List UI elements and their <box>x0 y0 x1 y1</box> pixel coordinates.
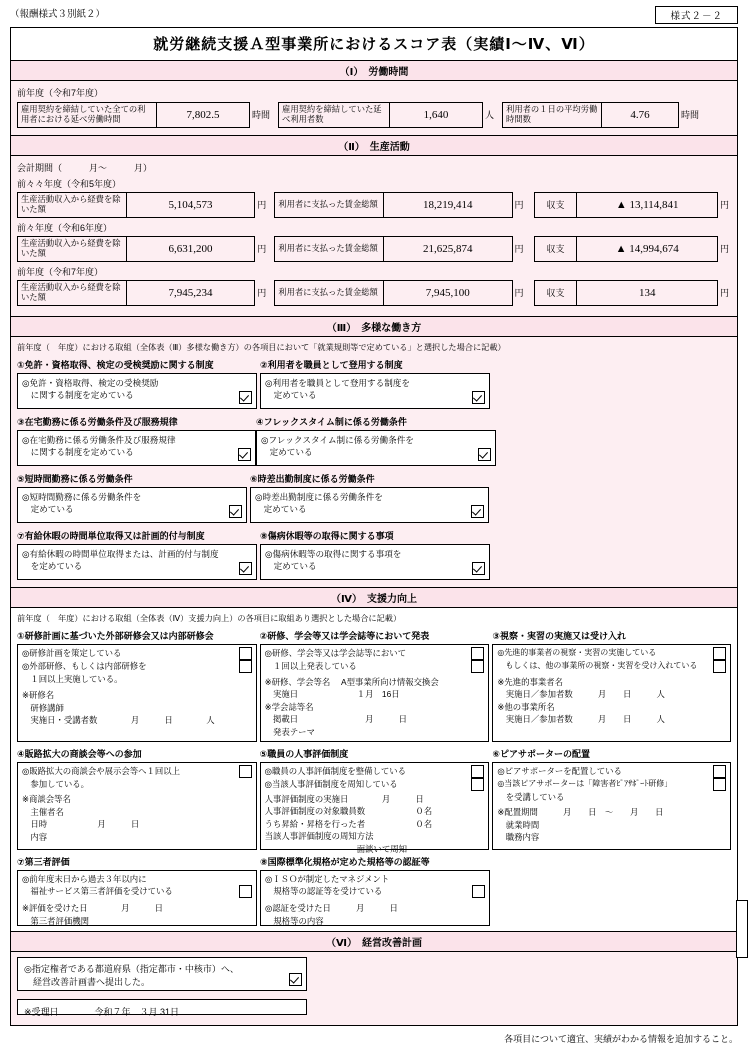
card-telework-rules <box>17 415 256 466</box>
section-2-body <box>10 156 738 317</box>
field-peer-hours[interactable]: 就業時間 <box>497 819 540 830</box>
card-line: ◎ＩＳＯが制定したマネジメント <box>265 873 390 884</box>
checkbox-trade-fair-1[interactable] <box>239 765 252 778</box>
cost-unit-2: 円 <box>257 288 267 299</box>
card-title: ②研修、学会等又は学会誌等において発表 <box>259 630 430 641</box>
users-count-total-value[interactable]: 1,640 <box>389 102 483 128</box>
card-title: ③在宅勤務に係る労働条件及び服務規律 <box>17 416 178 427</box>
card-line: ◎時差出勤制度に係る労働条件を <box>255 491 383 502</box>
checkbox-iso[interactable] <box>472 885 485 898</box>
accounting-period-label: 会計期間（ 月～ 月） <box>17 162 153 173</box>
card-line: ◎販路拡大の商談会や展示会等へ１回以上 <box>22 765 181 776</box>
avg-daily-hours-unit: 時間 <box>681 110 700 121</box>
footer-note: 各項目について適宜、実績がわかる情報を追加すること。 <box>504 1033 738 1044</box>
field-eval-notify-method[interactable]: 当該人事評価制度の周知方法 <box>264 831 374 842</box>
card-body[interactable] <box>260 644 490 742</box>
wage-unit-0: 円 <box>514 200 524 211</box>
card-title: ⑥時差出勤制度に係る労働条件 <box>250 473 375 484</box>
fiscal-year-block-0 <box>17 177 731 218</box>
cost-label-2: 生産活動収入から経費を除いた額 <box>17 280 126 306</box>
fiscal-year-label-1: 前々年度（令和6年度） <box>17 222 113 233</box>
card-body[interactable] <box>260 762 490 855</box>
field-fair-content[interactable]: 内容 <box>22 832 48 843</box>
field-fair-organizer[interactable]: 主催者名 <box>22 806 64 817</box>
card-line: ◎職員の人事評価制度を整備している <box>264 765 406 776</box>
field-iso-content[interactable]: 規格等の内容 <box>265 915 324 926</box>
card-title: ⑧国際標準化規格が定めた規格等の認証等 <box>260 856 430 867</box>
card-line: 定めている <box>22 504 74 515</box>
card-line: 経営改善計画書へ提出した。 <box>24 976 151 987</box>
field-training-date-count[interactable]: 実施日・受講者数 月 日 人 <box>22 715 215 726</box>
card-line: ◎在宅勤務に係る労働条件及び服務規律 <box>22 434 176 445</box>
field-conference-date[interactable]: 実施日 １月 16日 <box>264 689 400 700</box>
field-other-office-name[interactable]: ※他の事業所名 <box>497 701 555 712</box>
section-1-subtitle: 前年度（令和7年度） <box>17 88 104 98</box>
card-body[interactable] <box>260 544 490 580</box>
field-other-date-count[interactable]: 実施日／参加者数 月 日 人 <box>497 714 665 725</box>
card-line: を定めている <box>22 561 83 572</box>
card-line: ◎フレックスタイム制に係る労働条件を <box>261 434 414 445</box>
balance-value-1[interactable]: ▲ 14,994,674 <box>576 236 718 262</box>
card-line: 定めている <box>265 390 317 401</box>
section-2-bar: （Ⅱ） 生産活動 <box>10 136 738 156</box>
card-body[interactable] <box>260 870 490 926</box>
section-1-items <box>17 102 731 128</box>
field-eval-target-count[interactable]: 人事評価制度の対象職員数 ０名 <box>264 806 433 817</box>
improvement-plan-box[interactable] <box>17 957 307 991</box>
card-title: ①免許・資格取得、検定の受検奨励に関する制度 <box>17 359 214 370</box>
field-eval-agency[interactable]: 第三者評価機関 <box>22 915 89 926</box>
card-title: ⑦第三者評価 <box>17 856 70 867</box>
card-title: ⑦有給休暇の時間単位取得又は計画的付与制度 <box>17 530 205 541</box>
card-title: ②利用者を職員として登用する制度 <box>260 359 403 370</box>
card-line: ◎研修計画を策定している <box>22 647 122 658</box>
card-body[interactable] <box>17 870 257 926</box>
cost-value-1[interactable]: 6,631,200 <box>126 236 256 262</box>
section-3-body <box>10 337 738 588</box>
card-hourly-paid-leave <box>17 529 257 580</box>
checkbox-personnel-eval-2[interactable] <box>471 778 484 791</box>
card-body[interactable] <box>17 487 247 523</box>
fiscal-year-label-2: 前年度（令和7年度） <box>17 266 104 277</box>
card-line: ◎短時間勤務に係る労働条件を <box>22 491 142 502</box>
card-title: ⑤職員の人事評価制度 <box>259 748 349 759</box>
card-line: に関する制度を定めている <box>22 447 134 458</box>
field-eval-promoted-count[interactable]: うち昇給・昇格を行った者 ０名 <box>264 818 433 829</box>
field-advanced-date-count[interactable]: 実施日／参加者数 月 日 人 <box>497 689 665 700</box>
section-3-bar: （Ⅲ） 多様な働き方 <box>10 317 738 337</box>
checkbox-inspection-1[interactable] <box>713 647 726 660</box>
card-line: 定めている <box>265 561 317 572</box>
card-line: 定めている <box>261 447 313 458</box>
field-eval-received-date[interactable]: ※評価を受けた日 月 日 <box>22 903 164 914</box>
card-body[interactable] <box>17 430 256 466</box>
labor-hours-total <box>17 102 272 128</box>
card-body[interactable] <box>17 544 257 580</box>
card-staggered-hours <box>250 472 489 523</box>
section-1-body <box>10 81 738 136</box>
card-line: ◎研修、学会等又は学会誌等において <box>264 647 406 658</box>
card-body[interactable] <box>17 373 257 409</box>
balance-unit-0: 円 <box>719 200 729 211</box>
wage-label-0: 利用者に支払った賃金総額 <box>274 192 383 218</box>
card-sick-leave <box>260 529 490 580</box>
form-number-badge: 様式２－２ <box>655 6 738 24</box>
card-title: ③視察・実習の実施又は受け入れ <box>492 630 626 641</box>
card-promotion-to-staff <box>260 358 490 409</box>
section-1-bar: （Ⅰ） 労働時間 <box>10 61 738 81</box>
balance-value-0[interactable]: ▲ 13,114,841 <box>576 192 718 218</box>
card-license-incentive <box>17 358 257 409</box>
checkbox-inspection-2[interactable] <box>713 660 726 673</box>
card-line: に関する制度を定めている <box>22 390 134 401</box>
card-line: ◎傷病休暇等の取得に関する事項を <box>265 548 402 559</box>
card-body[interactable] <box>250 487 489 523</box>
card-line: を受講している <box>497 791 565 802</box>
section-6-bar: （Ⅵ） 経営改善計画 <box>10 932 738 952</box>
field-presentation-theme[interactable]: 発表テーマ <box>264 727 315 738</box>
fiscal-year-block-1 <box>17 221 731 262</box>
card-short-time-work <box>17 472 247 523</box>
checkbox-conference-2[interactable] <box>471 660 484 673</box>
section-4-bar: （Ⅳ） 支援力向上 <box>10 588 738 608</box>
checkbox-personnel-eval-1[interactable] <box>471 765 484 778</box>
wage-value-0[interactable]: 18,219,414 <box>383 192 513 218</box>
card-line: ◎免許・資格取得、検定の受検奨励 <box>22 377 159 388</box>
checkbox-license-incentive[interactable] <box>239 391 252 404</box>
checkbox-third-party-eval[interactable] <box>239 885 252 898</box>
cost-value-0[interactable]: 5,104,573 <box>126 192 256 218</box>
page-title: 就労継続支援Ａ型事業所におけるスコア表（実績Ⅰ～Ⅳ、Ⅵ） <box>10 27 738 61</box>
card-body[interactable] <box>256 430 496 466</box>
card-line: ◎先進的事業者の視察・実習の実施している <box>497 648 657 658</box>
card-title: ⑧傷病休暇等の取得に関する事項 <box>260 530 394 541</box>
checkbox-peer-1[interactable] <box>713 765 726 778</box>
field-training-instructor[interactable]: 研修講師 <box>22 702 64 713</box>
section-3-note: 前年度（ 年度）における取組（全体表（Ⅲ）多様な働き方）の各項目において「就業規則等で定めている」と選択した場合に記載） <box>17 342 506 352</box>
card-peer-supporter <box>492 747 731 850</box>
card-body[interactable] <box>17 644 257 742</box>
section-4-body <box>10 608 738 932</box>
avg-daily-hours-value[interactable]: 4.76 <box>601 102 679 128</box>
receipt-date-label: ※受理日 令和７年 ３月 31日 <box>24 1006 180 1017</box>
checkbox-improvement-plan[interactable] <box>289 973 302 986</box>
card-body[interactable] <box>17 762 257 850</box>
checkbox-flextime[interactable] <box>478 448 491 461</box>
section-3-cards <box>17 358 731 580</box>
cost-unit-1: 円 <box>257 244 267 255</box>
receipt-date-box[interactable] <box>17 999 307 1015</box>
wage-unit-2: 円 <box>514 288 524 299</box>
section-4-note: 前年度（ 年度）における取組（全体表（Ⅳ）支援力向上）の各項目に取組あり選択とした場合に記載） <box>17 613 402 623</box>
cost-unit-0: 円 <box>257 200 267 211</box>
avg-daily-hours-label: 利用者の１日の平均労働時間数 <box>502 102 601 128</box>
cost-label-0: 生産活動収入から経費を除いた額 <box>17 192 126 218</box>
field-peer-duties[interactable]: 職務内容 <box>497 832 540 843</box>
checkbox-telework-rules[interactable] <box>238 448 251 461</box>
card-flextime <box>256 415 496 466</box>
users-count-total-label: 雇用契約を締結していた延べ利用者数 <box>278 102 389 128</box>
balance-label-2: 収支 <box>534 280 577 306</box>
wage-label-1: 利用者に支払った賃金総額 <box>274 236 383 262</box>
card-line: ◎前年度末日から過去３年以内に <box>22 873 147 884</box>
field-advanced-office-name[interactable]: ※先進的事業者名 <box>497 676 563 687</box>
wage-value-1[interactable]: 21,625,874 <box>383 236 513 262</box>
section-6-body <box>10 952 738 1026</box>
field-training-name[interactable]: ※研修名 <box>22 690 55 701</box>
card-line: 規格等の認証等を受けている <box>265 886 383 897</box>
section-4-row-3 <box>17 855 731 926</box>
checkbox-sick-leave[interactable] <box>472 562 485 575</box>
avg-daily-hours <box>502 102 701 128</box>
card-title: ④フレックスタイム制に係る労働条件 <box>256 416 407 427</box>
field-fair-name[interactable]: ※商談会等名 <box>22 794 71 805</box>
balance-value-2[interactable]: 134 <box>576 280 718 306</box>
page-side-tab <box>736 900 748 958</box>
card-line: 福祉サービス第三者評価を受けている <box>22 886 173 897</box>
card-line: 参加している。 <box>22 778 89 789</box>
card-line: ◎当該人事評価制度を周知している <box>264 778 398 789</box>
wage-label-2: 利用者に支払った賃金総額 <box>274 280 383 306</box>
card-title: ①研修計画に基づいた外部研修会又は内部研修会 <box>17 630 214 641</box>
card-title: ⑥ピアサポーターの配置 <box>492 748 590 759</box>
field-iso-date[interactable]: ◎認証を受けた日 月 日 <box>265 903 398 914</box>
fiscal-year-label-0: 前々々年度（令和5年度） <box>17 178 122 189</box>
card-training-plan <box>17 629 257 742</box>
card-line: １回以上発表している <box>264 660 357 671</box>
balance-unit-1: 円 <box>719 244 729 255</box>
card-line: ◎指定権者である都道府県（指定都市・中核市）へ、 <box>24 963 239 974</box>
header-row <box>10 6 738 24</box>
card-line: 定めている <box>255 504 307 515</box>
card-trade-fair <box>17 747 257 850</box>
field-fair-datetime[interactable]: 日時 月 日 <box>22 819 140 830</box>
card-body[interactable] <box>260 373 490 409</box>
card-body[interactable] <box>492 762 731 850</box>
card-line: ◎外部研修、もしくは内部研修を <box>22 660 147 671</box>
section-4-row-2 <box>17 747 731 855</box>
field-eval-date[interactable]: 人事評価制度の実施日 月 日 <box>264 793 424 804</box>
card-line: １回以上実施している。 <box>22 673 123 684</box>
field-peer-period[interactable]: ※配置期間 月 日 ～ 月 日 <box>497 807 664 818</box>
card-line: もしくは、他の事業所の視察・実習を受け入れている <box>497 661 698 671</box>
section-4-row-1 <box>17 629 731 742</box>
checkbox-peer-2[interactable] <box>713 778 726 791</box>
card-third-party-eval <box>17 855 257 926</box>
card-title: ⑤短時間勤務に係る労働条件 <box>17 473 133 484</box>
card-line: ◎当該ピアサポーターは「障害者ﾋﾟｱｻﾎﾟｰﾄ研修」 <box>497 779 673 789</box>
labor-hours-total-unit: 時間 <box>252 110 271 121</box>
field-conference-name[interactable]: ※研修、学会等名 A型事業所向け情報交換会 <box>264 676 439 687</box>
card-line: ◎ピアサポーターを配置している <box>497 765 622 776</box>
card-personnel-evaluation <box>259 747 490 855</box>
wage-value-2[interactable]: 7,945,100 <box>383 280 513 306</box>
field-journal-date[interactable]: 掲載日 月 日 <box>264 714 408 725</box>
card-iso-certification <box>260 855 490 926</box>
balance-unit-2: 円 <box>719 288 729 299</box>
users-count-total <box>278 102 496 128</box>
card-line: ◎有給休暇の時間単位取得または、計画的付与制度 <box>22 548 219 559</box>
card-inspection-internship <box>492 629 731 742</box>
wage-unit-1: 円 <box>514 244 524 255</box>
checkbox-training-plan-1[interactable] <box>239 647 252 660</box>
cost-label-1: 生産活動収入から経費を除いた額 <box>17 236 126 262</box>
checkbox-promotion-to-staff[interactable] <box>472 391 485 404</box>
form-code-left: （報酬様式３別紙２） <box>10 9 106 20</box>
cost-value-2[interactable]: 7,945,234 <box>126 280 256 306</box>
labor-hours-total-label: 雇用契約を締結していた全ての利用者における延べ労働時間 <box>17 102 156 128</box>
checkbox-training-plan-2[interactable] <box>239 660 252 673</box>
card-title: ④販路拡大の商談会等への参加 <box>17 748 142 759</box>
balance-label-1: 収支 <box>534 236 577 262</box>
card-line: ◎利用者を職員として登用する制度を <box>265 377 410 388</box>
checkbox-short-time-work[interactable] <box>229 505 242 518</box>
card-conference-presentation <box>260 629 490 742</box>
field-journal-name[interactable]: ※学会誌等名 <box>264 701 314 712</box>
card-body[interactable] <box>492 644 731 742</box>
checkbox-staggered-hours[interactable] <box>471 505 484 518</box>
checkbox-hourly-paid-leave[interactable] <box>239 562 252 575</box>
labor-hours-total-value[interactable]: 7,802.5 <box>156 102 250 128</box>
fiscal-year-block-2 <box>17 265 731 306</box>
field-eval-notify-value[interactable]: 面談いて周知 <box>264 844 408 855</box>
balance-label-0: 収支 <box>534 192 577 218</box>
users-count-total-unit: 人 <box>485 110 495 121</box>
checkbox-conference-1[interactable] <box>471 647 484 660</box>
